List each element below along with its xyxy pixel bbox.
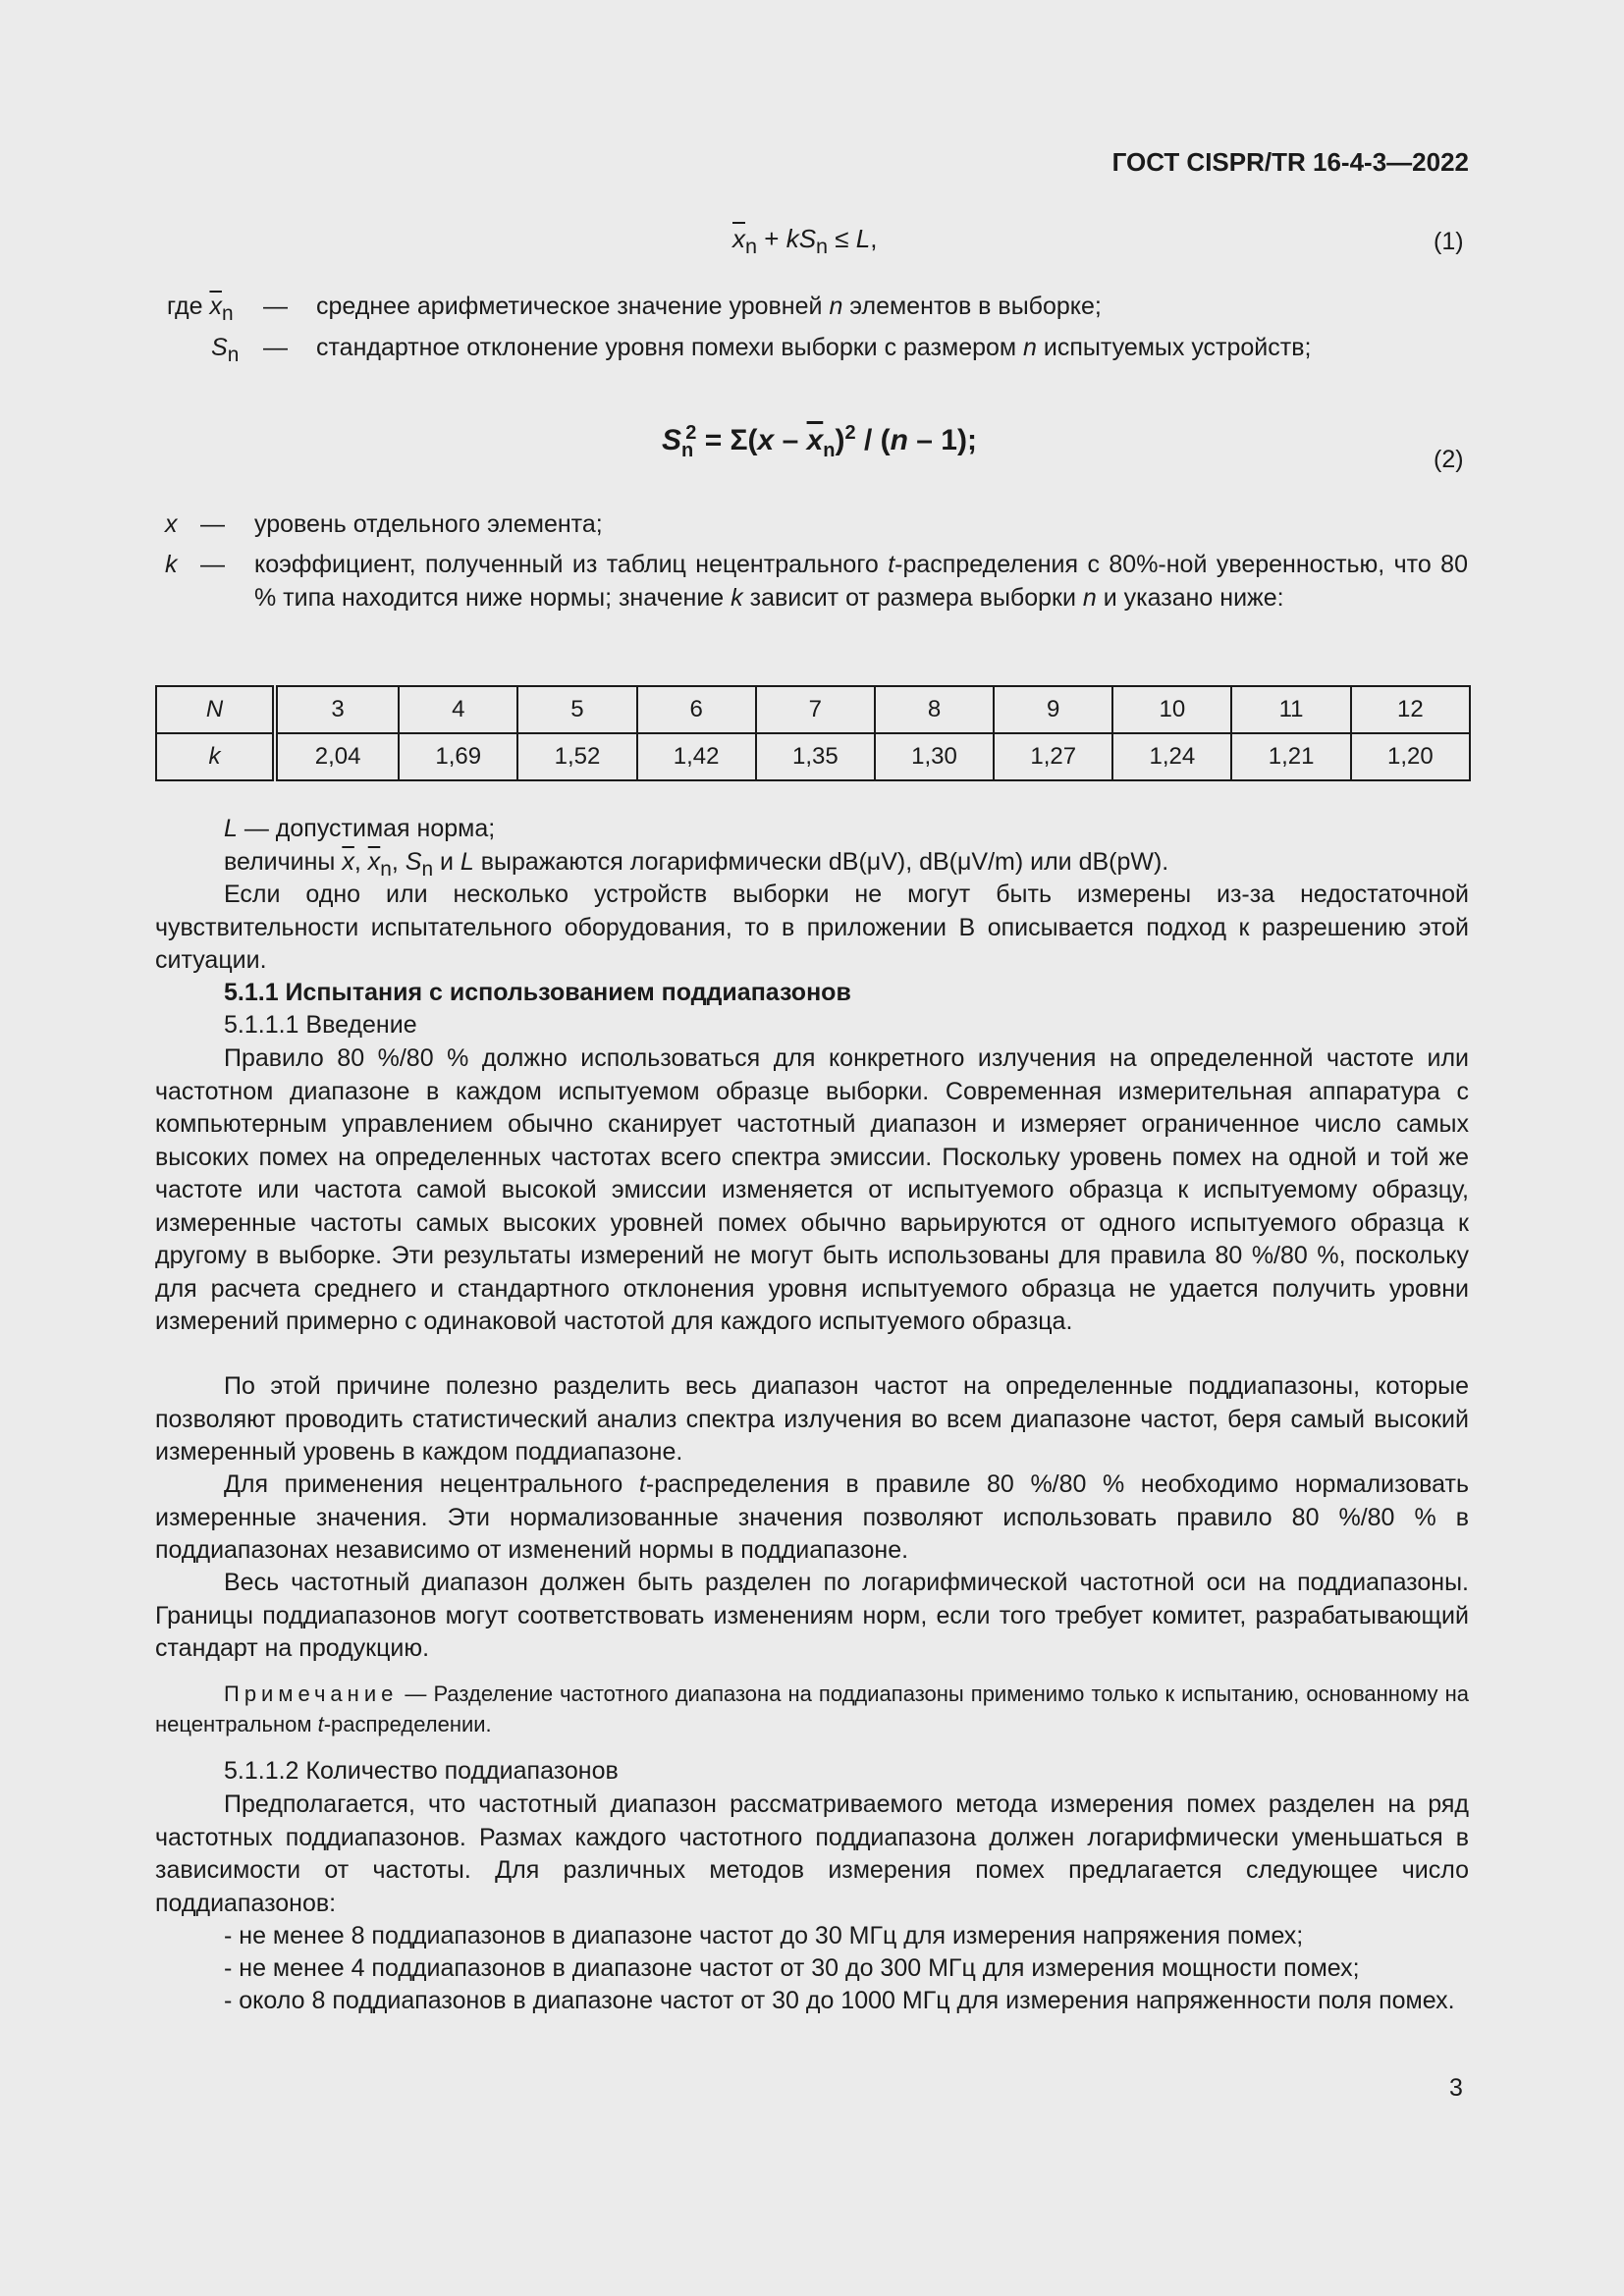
def-k-text: коэффициент, полученный из таблиц нецентрального t-распределения с 80%-ной уверенностью, что 80 % типа находится ниже нормы; значение k зависит от размера выборки n и указано ниже:	[254, 551, 1468, 612]
table-cell: 7	[756, 686, 875, 733]
paragraph: Для применения нецентрального t-распределения в правиле 80 %/80 % необходимо нормализовать измеренные значения. Эти нормализованные значения позволяют использовать правило 80 %/80 % в поддиапазонах независимо от изменений нормы в поддиапазоне.	[155, 1470, 1470, 1564]
table-cell: 5	[517, 686, 636, 733]
table-header-cell: N	[156, 686, 275, 733]
def-xn-text: среднее арифметическое значение уровней n элементов в выборке;	[316, 293, 1102, 320]
table-header-cell: k	[156, 733, 275, 780]
def-x-text: уровень отдельного элемента;	[254, 510, 603, 538]
section-5111-title: 5.1.1.1 Введение	[224, 1011, 417, 1039]
section-511-title: 5.1.1 Испытания с использованием поддиапазонов	[224, 979, 851, 1006]
equation-2-number: (2)	[1434, 446, 1464, 473]
table-cell: 6	[637, 686, 756, 733]
section-5112-title: 5.1.1.2 Количество поддиапазонов	[224, 1757, 619, 1785]
page-number: 3	[1449, 2074, 1463, 2102]
table-cell: 1,30	[875, 733, 994, 780]
equation-1: $\overline{x}_n + kS_n \le L$,	[732, 224, 878, 259]
table-row	[156, 733, 1470, 780]
equation-2: $S_n^2 = \Sigma(x - \overline{x}_n)^2 / (n - 1)$;	[662, 422, 977, 461]
note-label: Примечание	[224, 1682, 399, 1706]
def-sn-text: стандартное отклонение уровня помехи выборки с размером n испытуемых устройств;	[316, 334, 1312, 361]
table-cell: 11	[1231, 686, 1350, 733]
def-sn-dash: —	[263, 334, 288, 361]
equation-1-number: (1)	[1434, 228, 1464, 255]
k-values-table	[155, 685, 1471, 781]
table-cell: 1,42	[637, 733, 756, 780]
def-xn-dash: —	[263, 293, 288, 320]
table-cell: 12	[1351, 686, 1470, 733]
table-row	[156, 686, 1470, 733]
def-x-symbol: x	[165, 510, 178, 538]
paragraph: По этой причине полезно разделить весь диапазон частот на определенные поддиапазоны, которые позволяют проводить статистический анализ спектра излучения во всем диапазоне частот, беря самый высокий измеренный уровень в каждом поддиапазоне.	[155, 1372, 1469, 1466]
table-cell: 1,69	[399, 733, 517, 780]
table-cell: 10	[1112, 686, 1231, 733]
def-k-dash: —	[200, 551, 225, 578]
note: Примечание — Разделение частотного диапазона на поддиапазоны применимо только к испытанию, основанному на нецентральном t-распределении.	[155, 1682, 1469, 1736]
list-item: - не менее 4 поддиапазонов в диапазоне частот от 30 до 300 МГц для измерения мощности помех;	[224, 1954, 1360, 1982]
units-line: величины $\overline{x}$, $\overline{x}_n$, $S_n$ и L выражаются логарифмически dB(μV), dB(μV/m) или dB(pW).	[224, 848, 1169, 881]
table-cell: 1,20	[1351, 733, 1470, 780]
paragraph: Предполагается, что частотный диапазон рассматриваемого метода измерения помех разделен на ряд частотных поддиапазонов. Размах каждого частотного поддиапазона должен логарифмически уменьшаться в зависимости от частоты. Для различных методов измерения помех предлагается следующее число поддиапазонов:	[155, 1790, 1469, 1917]
list-item: - не менее 8 поддиапазонов в диапазоне частот до 30 МГц для измерения напряжения помех;	[224, 1922, 1304, 1949]
table-cell: 1,52	[517, 733, 636, 780]
paragraph: Правило 80 %/80 % должно использоваться для конкретного излучения на определенной частоте или частотном диапазоне в каждом испытуемом образце выборки. Современная измерительная аппаратура с компьютерным управлением обычно сканирует частотный диапазон и измеряет ограниченное число самых высоких помех на определенных частотах всего спектра эмиссии. Поскольку уровень помех на одной и той же частоте или частота самой высокой эмиссии изменяется от испытуемого образца к испытуемому образцу, измеренные частоты самых высоких уровней помех обычно варьируются от одного испытуемого образца к другому в выборке. Эти результаты измерений не могут быть использованы для правила 80 %/80 %, поскольку для расчета среднего и стандартного отклонения уровня испытуемого образца не удается получить уровни измерений примерно с одинаковой частотой для каждого испытуемого образца.	[155, 1044, 1469, 1335]
table-cell: 3	[275, 686, 399, 733]
paragraph: Если одно или несколько устройств выборки не могут быть измерены из-за недостаточной чувствительности испытательного оборудования, то в приложении В описывается подход к разрешению этой ситуации.	[155, 881, 1469, 974]
table-cell: 1,21	[1231, 733, 1350, 780]
table-cell: 4	[399, 686, 517, 733]
def-sn-symbol: $S_n$	[211, 334, 240, 366]
table-cell: 9	[994, 686, 1112, 733]
table-cell: 2,04	[275, 733, 399, 780]
def-x-dash: —	[200, 510, 225, 538]
paragraph: Весь частотный диапазон должен быть разделен по логарифмической частотной оси на поддиапазоны. Границы поддиапазонов могут соответствовать изменениям норм, если того требует комитет, разрабатывающий стандарт на продукцию.	[155, 1569, 1469, 1662]
table-cell: 1,24	[1112, 733, 1231, 780]
limit-definition: L — допустимая норма;	[224, 815, 496, 842]
table-cell: 8	[875, 686, 994, 733]
table-cell: 1,27	[994, 733, 1112, 780]
standard-header: ГОСТ CISPR/TR 16-4-3—2022	[1111, 147, 1469, 177]
list-item: - около 8 поддиапазонов в диапазоне частот от 30 до 1000 МГц для измерения напряженности поля помех.	[224, 1987, 1455, 2014]
table-cell: 1,35	[756, 733, 875, 780]
def-xn-symbol: где $\overline{x}_n$	[167, 293, 234, 325]
def-k-symbol: k	[165, 551, 178, 578]
